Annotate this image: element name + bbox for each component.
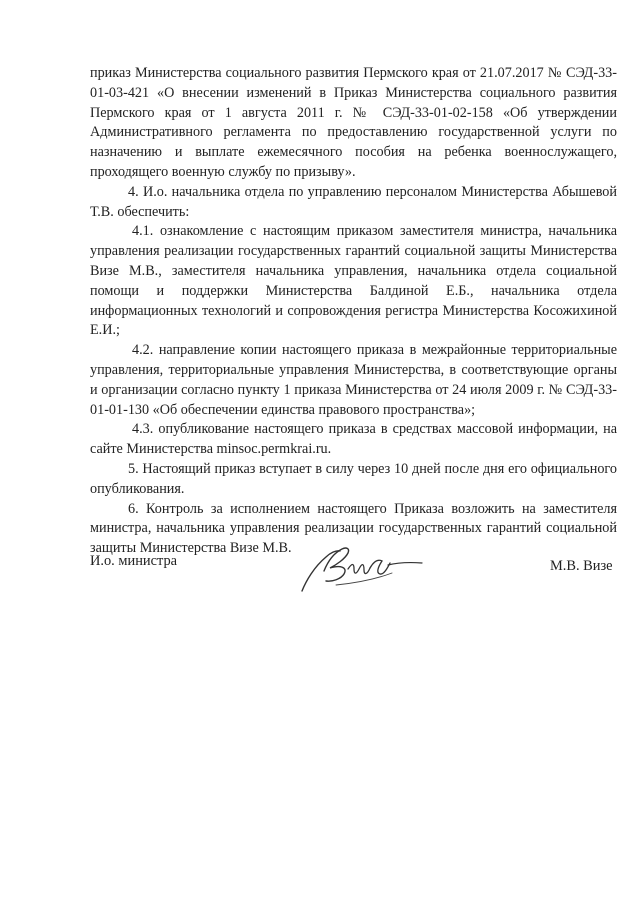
signatory-title: И.о. министра xyxy=(90,553,178,569)
paragraph-item-6: 6. Контроль за исполнением настоящего Приказа возложить на заместителя министра, начальника управления реализации государственных гарантий социальной защиты Министерства Визе М.В. xyxy=(90,500,617,557)
signatory-name: М.В. Визе xyxy=(550,558,613,574)
paragraph-item-4-3: 4.3. опубликование настоящего приказа в средствах массовой информации, на сайте Министерства minsoc.permkrai.ru. xyxy=(90,421,617,458)
paragraph-continuation: приказ Министерства социального развития Пермского края от 21.07.2017 № СЭД-33-01-03-421 «О внесении изменений в Приказ Министерства социального развития Пермского края от 1 августа 2011 г. № СЭД-33-01-02-158 «Об утверждении Административного регламента по предоставлению государственной услуги по назначению и выплате ежемесячного пособия на ребенка военнослужащего, проходящего военную службу по призыву». xyxy=(90,65,617,180)
paragraph-item-4: 4. И.о. начальника отдела по управлению персоналом Министерства Абышевой Т.В. обеспечить: xyxy=(90,183,617,220)
paragraph-item-5: 5. Настоящий приказ вступает в силу через 10 дней после дня его официального опубликования. xyxy=(90,460,617,497)
document-body xyxy=(90,64,617,559)
paragraph-item-4-1: 4.1. ознакомление с настоящим приказом заместителя министра, начальника управления реализации государственных гарантий социальной защиты Министерства Визе М.В., заместителя начальника управления, начальника отдела социальной помощи и поддержки Министерства Балдиной Е.Б., начальника отдела информационных технологий и сопровождения регистра Министерства Косожихиной Е.И.; xyxy=(90,223,617,339)
paragraph-item-4-2: 4.2. направление копии настоящего приказа в межрайонные территориальные управления, территориальные управления Министерства, в соответствующие органы и организации согласно пункту 1 приказа Министерства от 24 июля 2009 г. № СЭД-33-01-01-130 «Об обеспечении единства правового пространства»; xyxy=(90,342,617,418)
handwritten-signature xyxy=(296,541,426,597)
